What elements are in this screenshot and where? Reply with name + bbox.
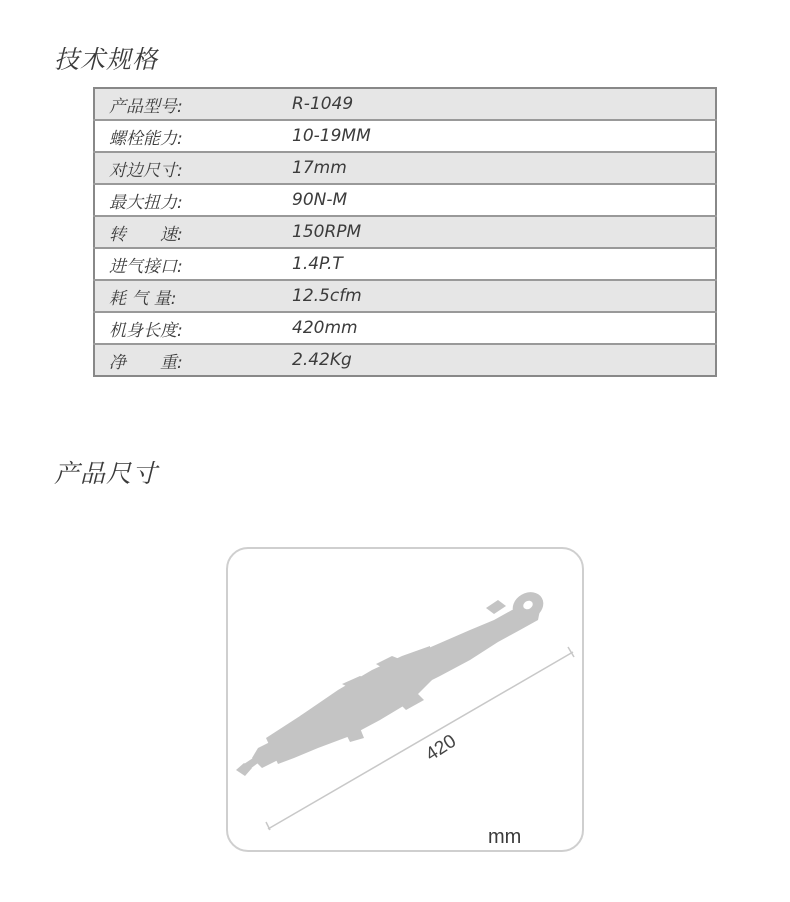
spec-label-max-torque: 最大扭力: [94, 184, 292, 216]
spec-value-speed: 150RPM [292, 216, 716, 248]
ratchet-wrench-icon [236, 587, 548, 776]
spec-label-socket-size: 对边尺寸: [94, 152, 292, 184]
spec-value-max-torque: 90N-M [292, 184, 716, 216]
spec-label-air-consumption: 耗 气 量: [94, 280, 292, 312]
spec-label-model: 产品型号: [94, 88, 292, 120]
dimension-unit-label: mm [488, 826, 522, 848]
dimensions-section-title: 产品尺寸 [54, 459, 159, 488]
spec-value-net-weight: 2.42Kg [292, 344, 716, 376]
spec-value-air-inlet: 1.4P.T [292, 248, 716, 280]
spec-label-net-weight: 净 重: [94, 344, 292, 376]
spec-value-socket-size: 17mm [292, 152, 716, 184]
spec-label-body-length: 机身长度: [94, 312, 292, 344]
spec-value-air-consumption: 12.5cfm [292, 280, 716, 312]
spec-value-model: R-1049 [292, 88, 716, 120]
specs-section-title: 技术规格 [54, 45, 159, 74]
spec-value-body-length: 420mm [292, 312, 716, 344]
spec-label-speed: 转 速: [94, 216, 292, 248]
spec-label-bolt-capacity: 螺栓能力: [94, 120, 292, 152]
spec-label-air-inlet: 进气接口: [94, 248, 292, 280]
dimension-length-label: 420 [422, 730, 461, 766]
spec-value-bolt-capacity: 10-19MM [292, 120, 716, 152]
